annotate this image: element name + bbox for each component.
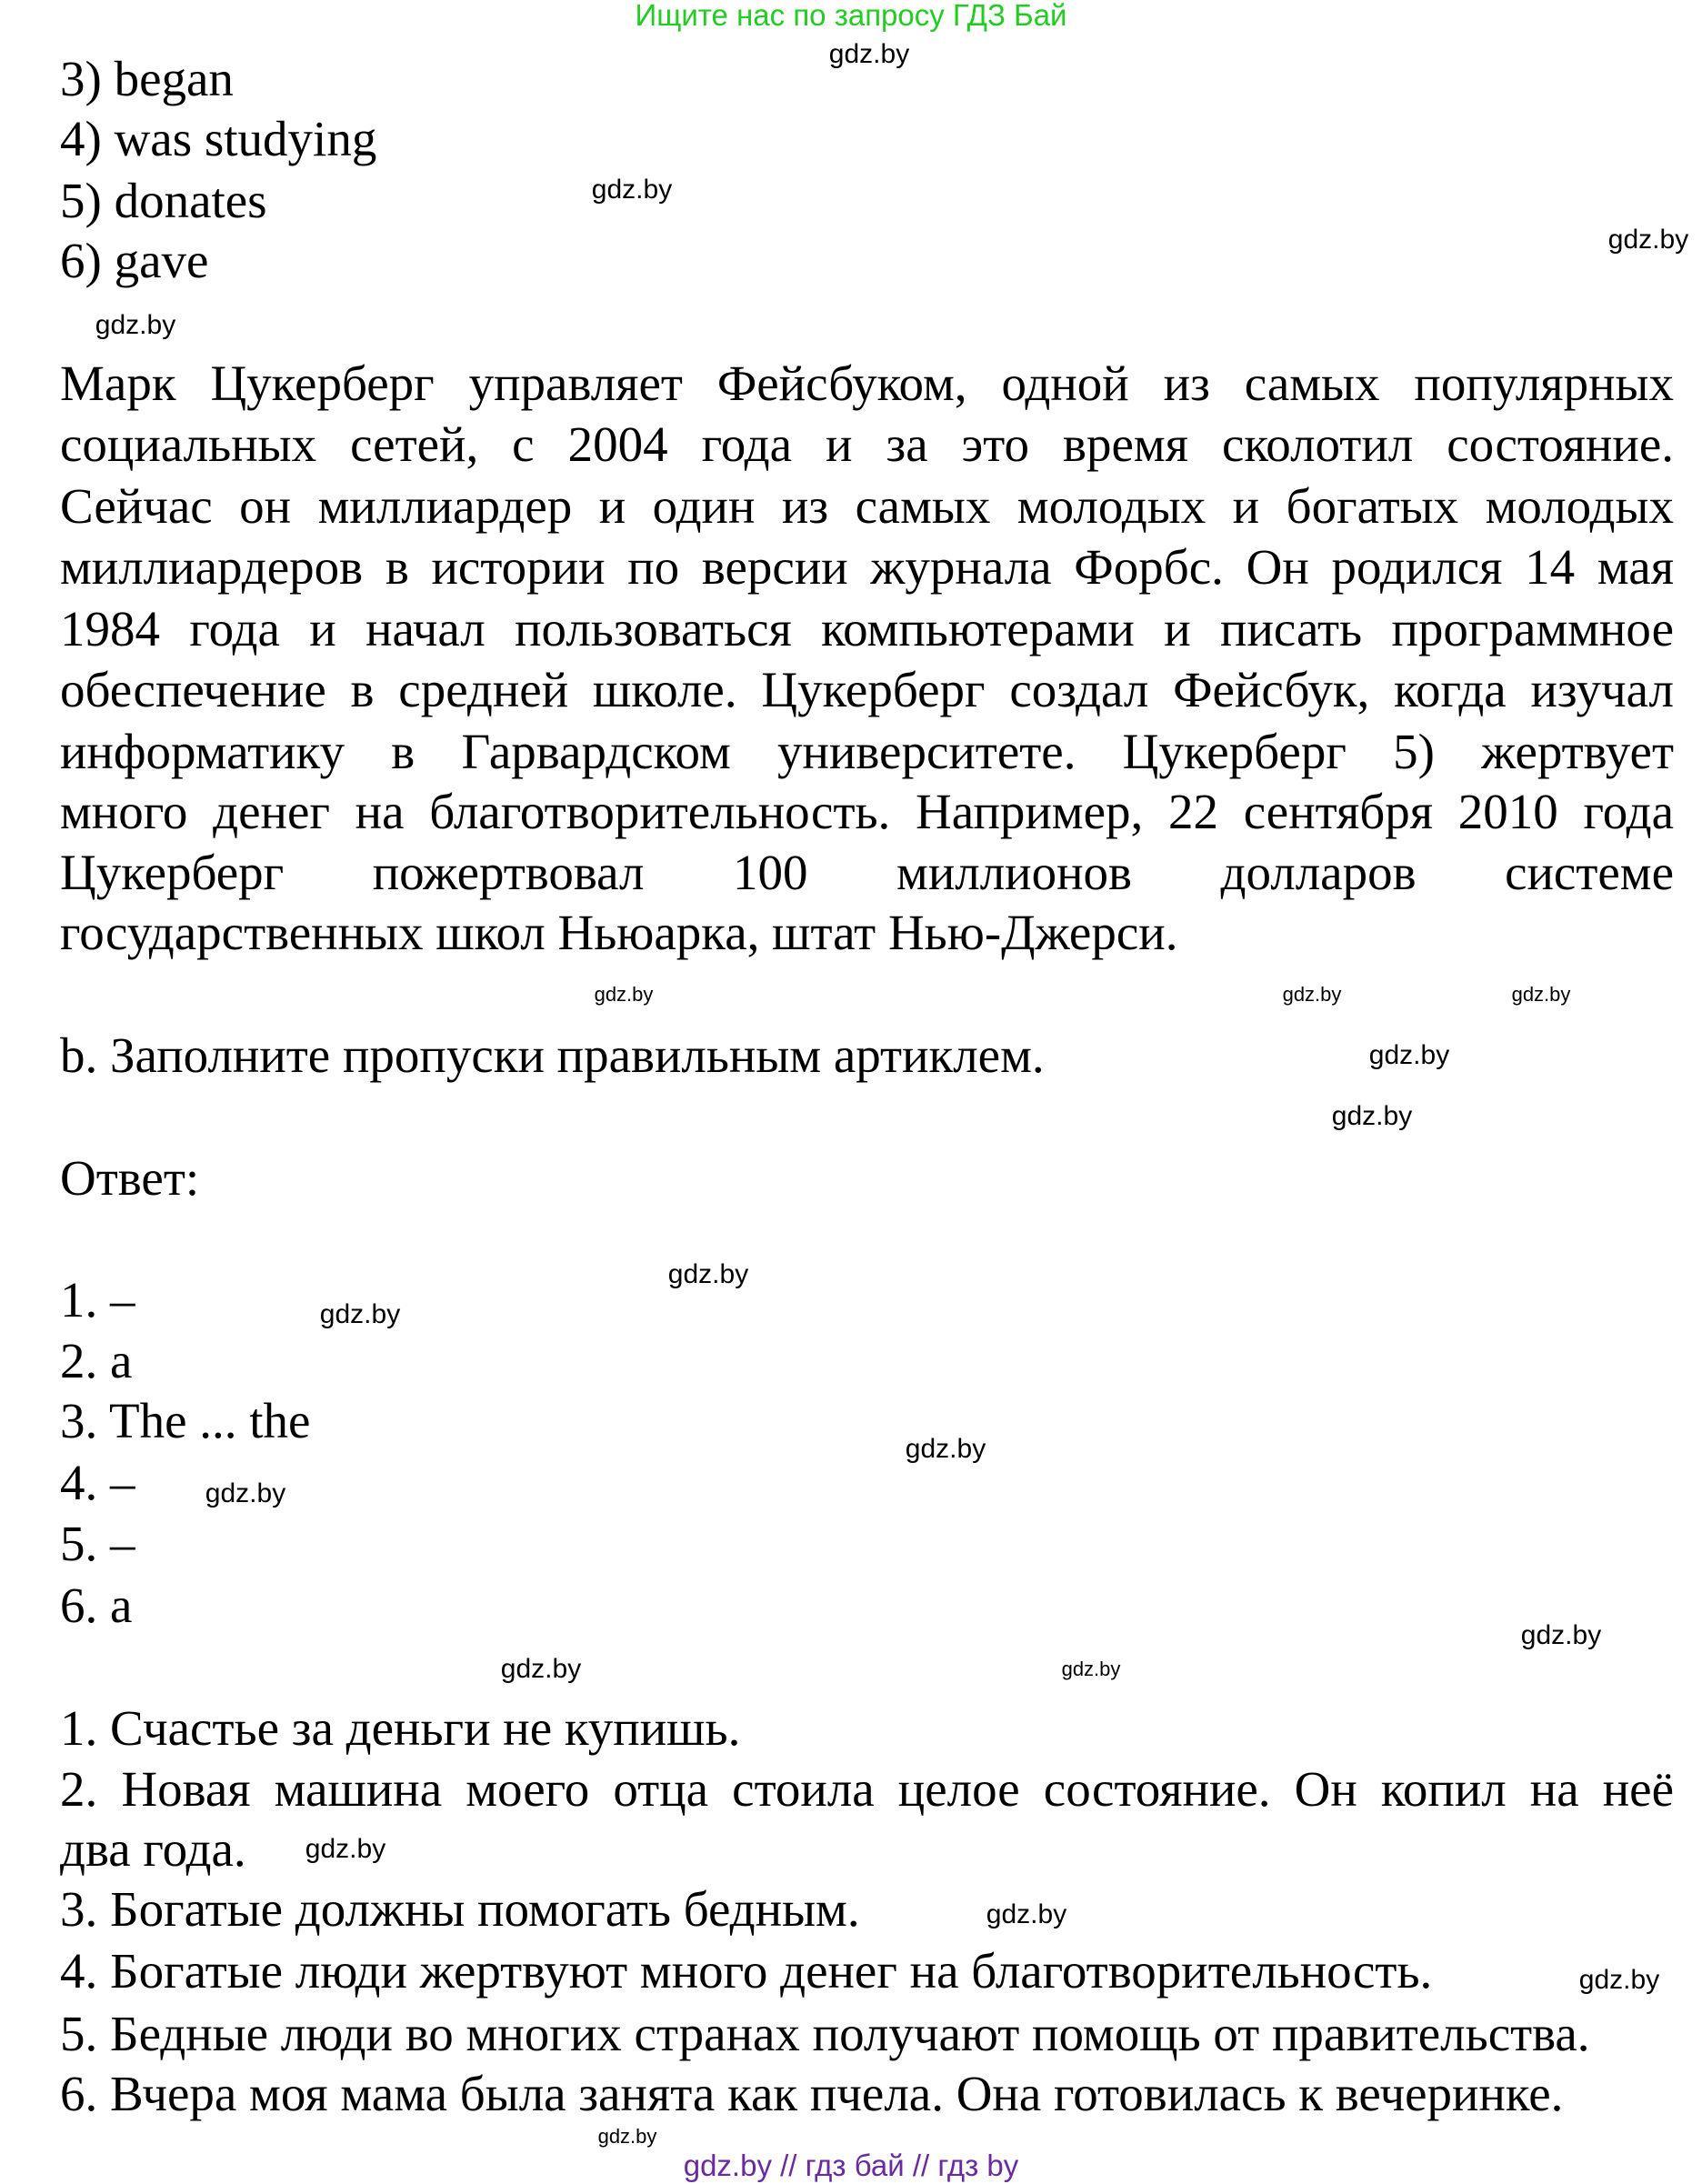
watermark: gdz.by — [500, 1654, 582, 1684]
footer-links: gdz.by // гдз бай // гдз by — [683, 2149, 1019, 2182]
translation-line: 1984 года и начал пользоваться компьютерами и писать программное — [60, 601, 1674, 656]
watermark: gdz.by — [905, 1434, 986, 1464]
translation-line: Марк Цукерберг управляет Фейсбуком, одной из самых популярных — [60, 356, 1674, 411]
answer-a-4: 4) was studying — [60, 111, 377, 166]
watermark: gdz.by — [1331, 1101, 1413, 1131]
answer-label: Ответ: — [60, 1150, 200, 1206]
sentence-6: 6. Вчера моя мама была занята как пчела. Она готовилась к вечеринке. — [60, 2066, 1564, 2121]
watermark: gdz.by — [1607, 225, 1689, 255]
sentence-1: 1. Счастье за деньги не купишь. — [60, 1700, 741, 1756]
watermark: gdz.by — [319, 1299, 401, 1329]
watermark: gdz.by — [1282, 983, 1342, 1006]
answer-a-3: 3) began — [60, 51, 234, 106]
watermark: gdz.by — [1511, 983, 1571, 1006]
sentence-2-cont: два года. — [60, 1821, 246, 1877]
translation-line: Сейчас он миллиардер и один из самых молодых и богатых молодых — [60, 478, 1674, 534]
task-b-heading: b. Заполните пропуски правильным артиклем. — [60, 1027, 1045, 1083]
translation-line: информатику в Гарвардском университете. Цукерберг 5) жертвует — [60, 724, 1674, 779]
search-hint-header: Ищите нас по запросу ГДЗ Бай — [635, 0, 1067, 32]
translation-line: миллиардеров в истории по версии журнала Форбс. Он родился 14 мая — [60, 539, 1674, 595]
watermark: gdz.by — [591, 175, 673, 205]
translation-line: государственных школ Ньюарка, штат Нью-Джерси. — [60, 905, 1178, 960]
translation-line: обеспечение в средней школе. Цукерберг создал Фейсбук, когда изучал — [60, 662, 1674, 717]
answer-b-4: 4. – — [60, 1455, 135, 1510]
watermark: gdz.by — [986, 1899, 1067, 1929]
answer-a-5: 5) donates — [60, 173, 267, 228]
watermark: gdz.by — [1368, 1040, 1450, 1070]
watermark: gdz.by — [205, 1478, 286, 1508]
answer-b-5: 5. – — [60, 1516, 135, 1571]
answer-b-6: 6. a — [60, 1578, 133, 1633]
watermark: gdz.by — [95, 310, 176, 340]
watermark: gdz.by — [1520, 1620, 1602, 1650]
answer-b-1: 1. – — [60, 1272, 135, 1327]
watermark: gdz.by — [1061, 1658, 1121, 1680]
watermark: gdz.by — [305, 1834, 386, 1864]
watermark: gdz.by — [667, 1259, 749, 1289]
translation-line: Цукерберг пожертвовал 100 миллионов долларов системе — [60, 845, 1674, 900]
sentence-4: 4. Богатые люди жертвуют много денег на благотворительность. — [60, 1943, 1433, 1999]
answer-a-6: 6) gave — [60, 233, 209, 288]
translation-line: много денег на благотворительность. Например, 22 сентября 2010 года — [60, 784, 1674, 839]
sentence-5: 5. Бедные люди во многих странах получают помощь от правительства. — [60, 2006, 1590, 2061]
watermark: gdz.by — [828, 39, 910, 69]
sentence-2: 2. Новая машина моего отца стоила целое состояние. Он копил на неё — [60, 1761, 1674, 1817]
watermark: gdz.by — [597, 2125, 657, 2148]
sentence-3: 3. Богатые должны помогать бедным. — [60, 1881, 860, 1937]
watermark: gdz.by — [1578, 1965, 1660, 1995]
watermark: gdz.by — [594, 983, 654, 1006]
translation-line: социальных сетей, с 2004 года и за это время сколотил состояние. — [60, 416, 1674, 472]
answer-b-2: 2. a — [60, 1333, 133, 1388]
answer-b-3: 3. The ... the — [60, 1393, 311, 1448]
